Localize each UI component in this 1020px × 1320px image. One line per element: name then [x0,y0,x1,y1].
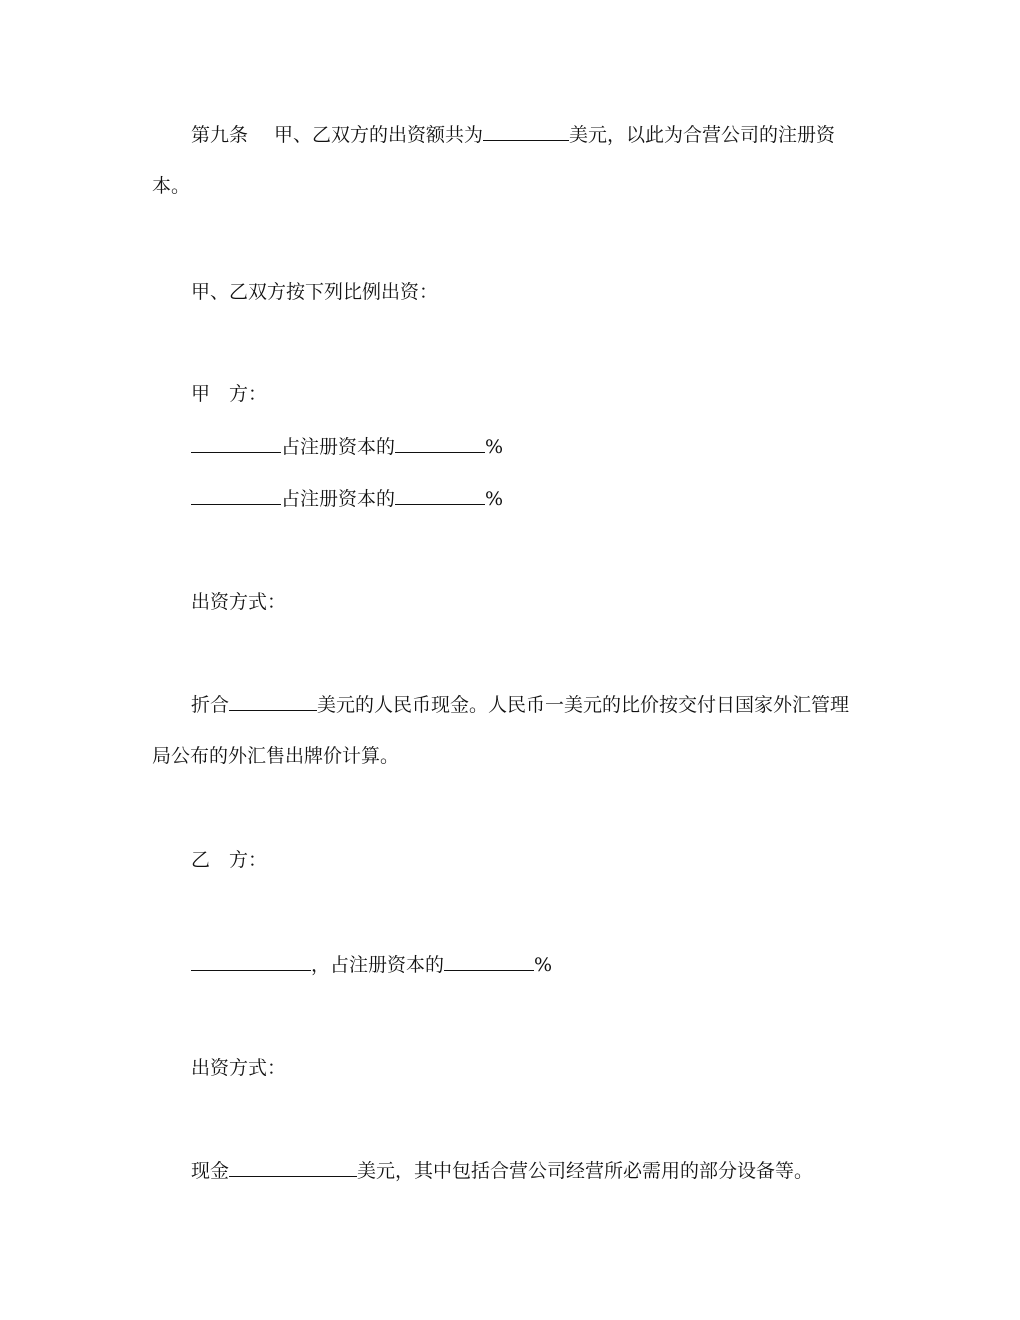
party-b-method-line [191,1158,813,1183]
party-a-method-line1 [191,692,849,717]
party-b-percent-blank[interactable] [444,952,534,971]
party-a-row-1-text: 占注册资本的 [281,436,396,458]
party-b-label: 乙 方： [191,849,268,871]
article9-line1 [191,122,835,147]
party-a-row-2 [191,486,503,511]
percent-sign: % [485,436,504,458]
article9-line2: 本。 [152,175,191,197]
party-b-row [191,952,552,977]
article9-text-a: 甲、乙双方的出资额共为 [274,124,484,146]
article9-text-b: 美元，以此为合营公司的注册资 [569,124,836,146]
party-b-cash-blank[interactable] [229,1158,357,1177]
party-a-name-blank-1[interactable] [191,434,281,453]
party-a-label: 甲 方： [191,383,268,405]
party-a-method-label: 出资方式： [191,591,287,613]
party-b-method-text-a: 现金 [191,1160,230,1182]
ratio-intro: 甲、乙双方按下列比例出资： [191,281,439,303]
party-a-method-text-b: 美元的人民币现金。人民币一美元的比价按交付日国家外汇管理 [317,694,850,716]
party-a-row-1 [191,434,503,459]
party-a-percent-blank-2[interactable] [395,486,485,505]
party-a-method-line2: 局公布的外汇售出牌价计算。 [152,745,400,767]
party-a-method-text-a: 折合 [191,694,230,716]
party-a-name-blank-2[interactable] [191,486,281,505]
party-a-percent-blank-1[interactable] [395,434,485,453]
article-number: 第九条 [191,124,249,146]
party-a-usd-blank[interactable] [229,692,317,711]
party-b-method-label: 出资方式： [191,1057,287,1079]
percent-sign: % [485,488,504,510]
party-b-name-blank[interactable] [191,952,311,971]
party-b-method-text-b: 美元，其中包括合营公司经营所必需用的部分设备等。 [357,1160,814,1182]
capital-amount-blank[interactable] [483,122,569,141]
percent-sign: % [534,954,553,976]
party-b-row-text: ，占注册资本的 [311,954,445,976]
party-a-row-2-text: 占注册资本的 [281,488,396,510]
